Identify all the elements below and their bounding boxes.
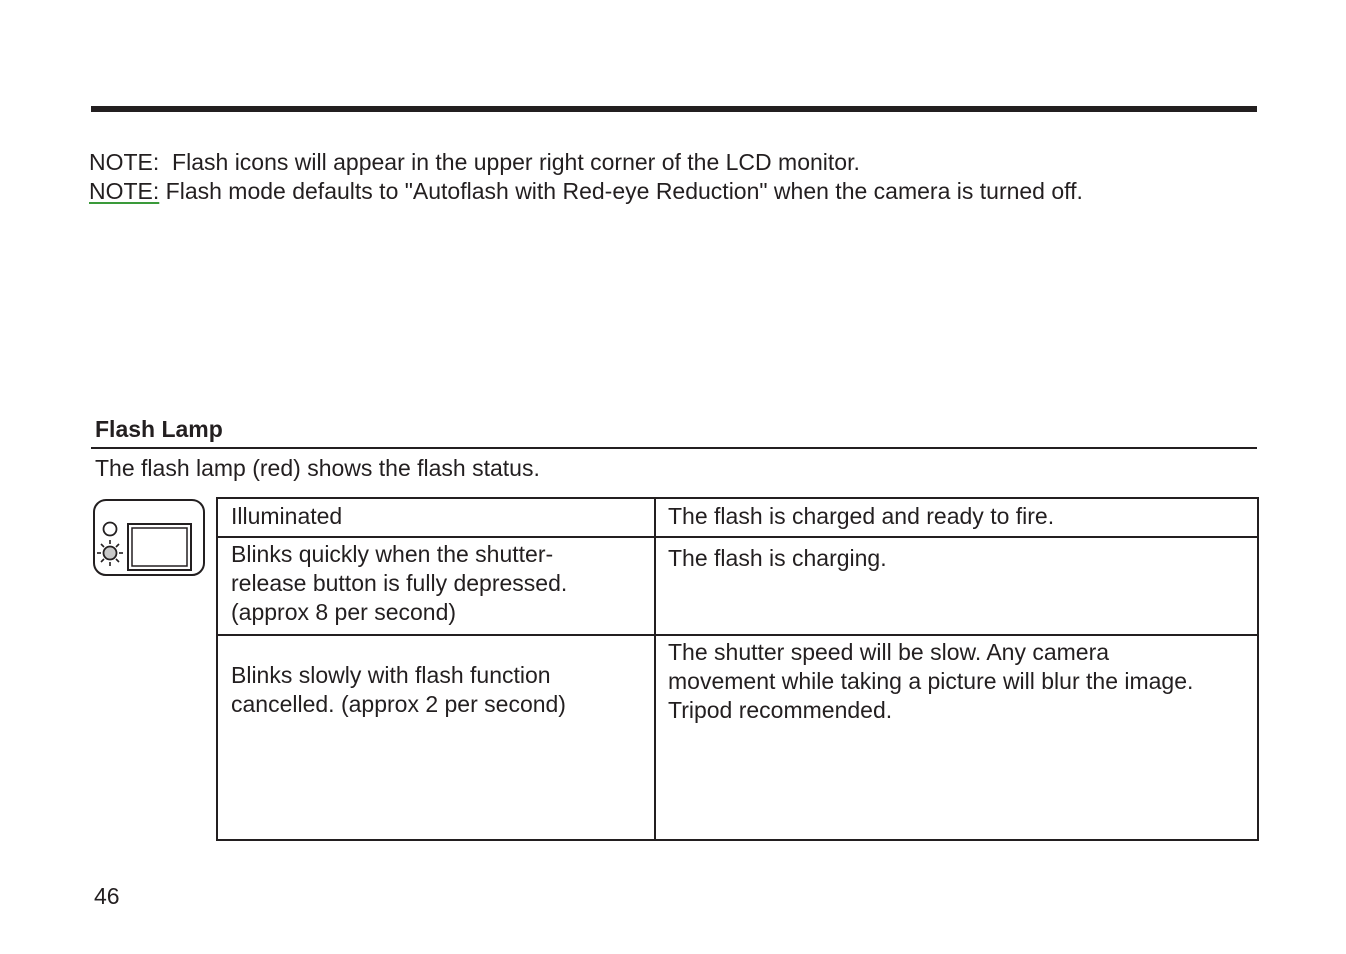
cell-line: release button is fully depressed. [231,570,568,596]
section-rule [91,447,1257,449]
note-prefix: NOTE: [89,178,160,204]
cell-line: Blinks slowly with flash function [231,662,551,688]
section-heading: Flash Lamp [95,416,223,442]
cell-line: (approx 8 per second) [231,599,457,625]
lamp-meaning-cell [655,537,1258,635]
cell-line: The flash is charging. [668,545,887,571]
lamp-condition-cell [217,537,655,635]
cell-line: Tripod recommended. [668,697,893,723]
cell-line: Blinks quickly when the shutter- [231,541,554,567]
flash-lamp-icon [104,547,117,560]
lamp-meaning-cell [655,498,1258,537]
table-row [217,498,1258,537]
lamp-condition-cell [217,498,655,537]
table-row [217,537,1258,635]
camera-back-flash-lamp-icon [92,498,207,578]
page-number: 46 [94,883,120,909]
flash-lamp-status-table [216,497,1259,841]
note-flash-default [89,177,1083,206]
note-lcd-flash-icons [89,148,860,177]
top-rule [91,106,1257,112]
cell-line: movement while taking a picture will blur the image. [668,668,1194,694]
table-row [217,635,1258,840]
cell-line: The flash is charged and ready to fire. [668,503,1055,529]
note-text: Flash mode defaults to "Autoflash with Red-eye Reduction" when the camera is turned off. [159,178,1083,204]
cell-line: The shutter speed will be slow. Any camera [668,639,1110,665]
cell-line: Illuminated [231,503,343,529]
lamp-meaning-cell [655,635,1258,840]
section-intro: The flash lamp (red) shows the flash status. [95,455,540,481]
lamp-condition-cell [217,635,655,840]
cell-line: cancelled. (approx 2 per second) [231,691,566,717]
note-text: Flash icons will appear in the upper right corner of the LCD monitor. [159,149,860,175]
note-prefix: NOTE: [89,149,160,175]
